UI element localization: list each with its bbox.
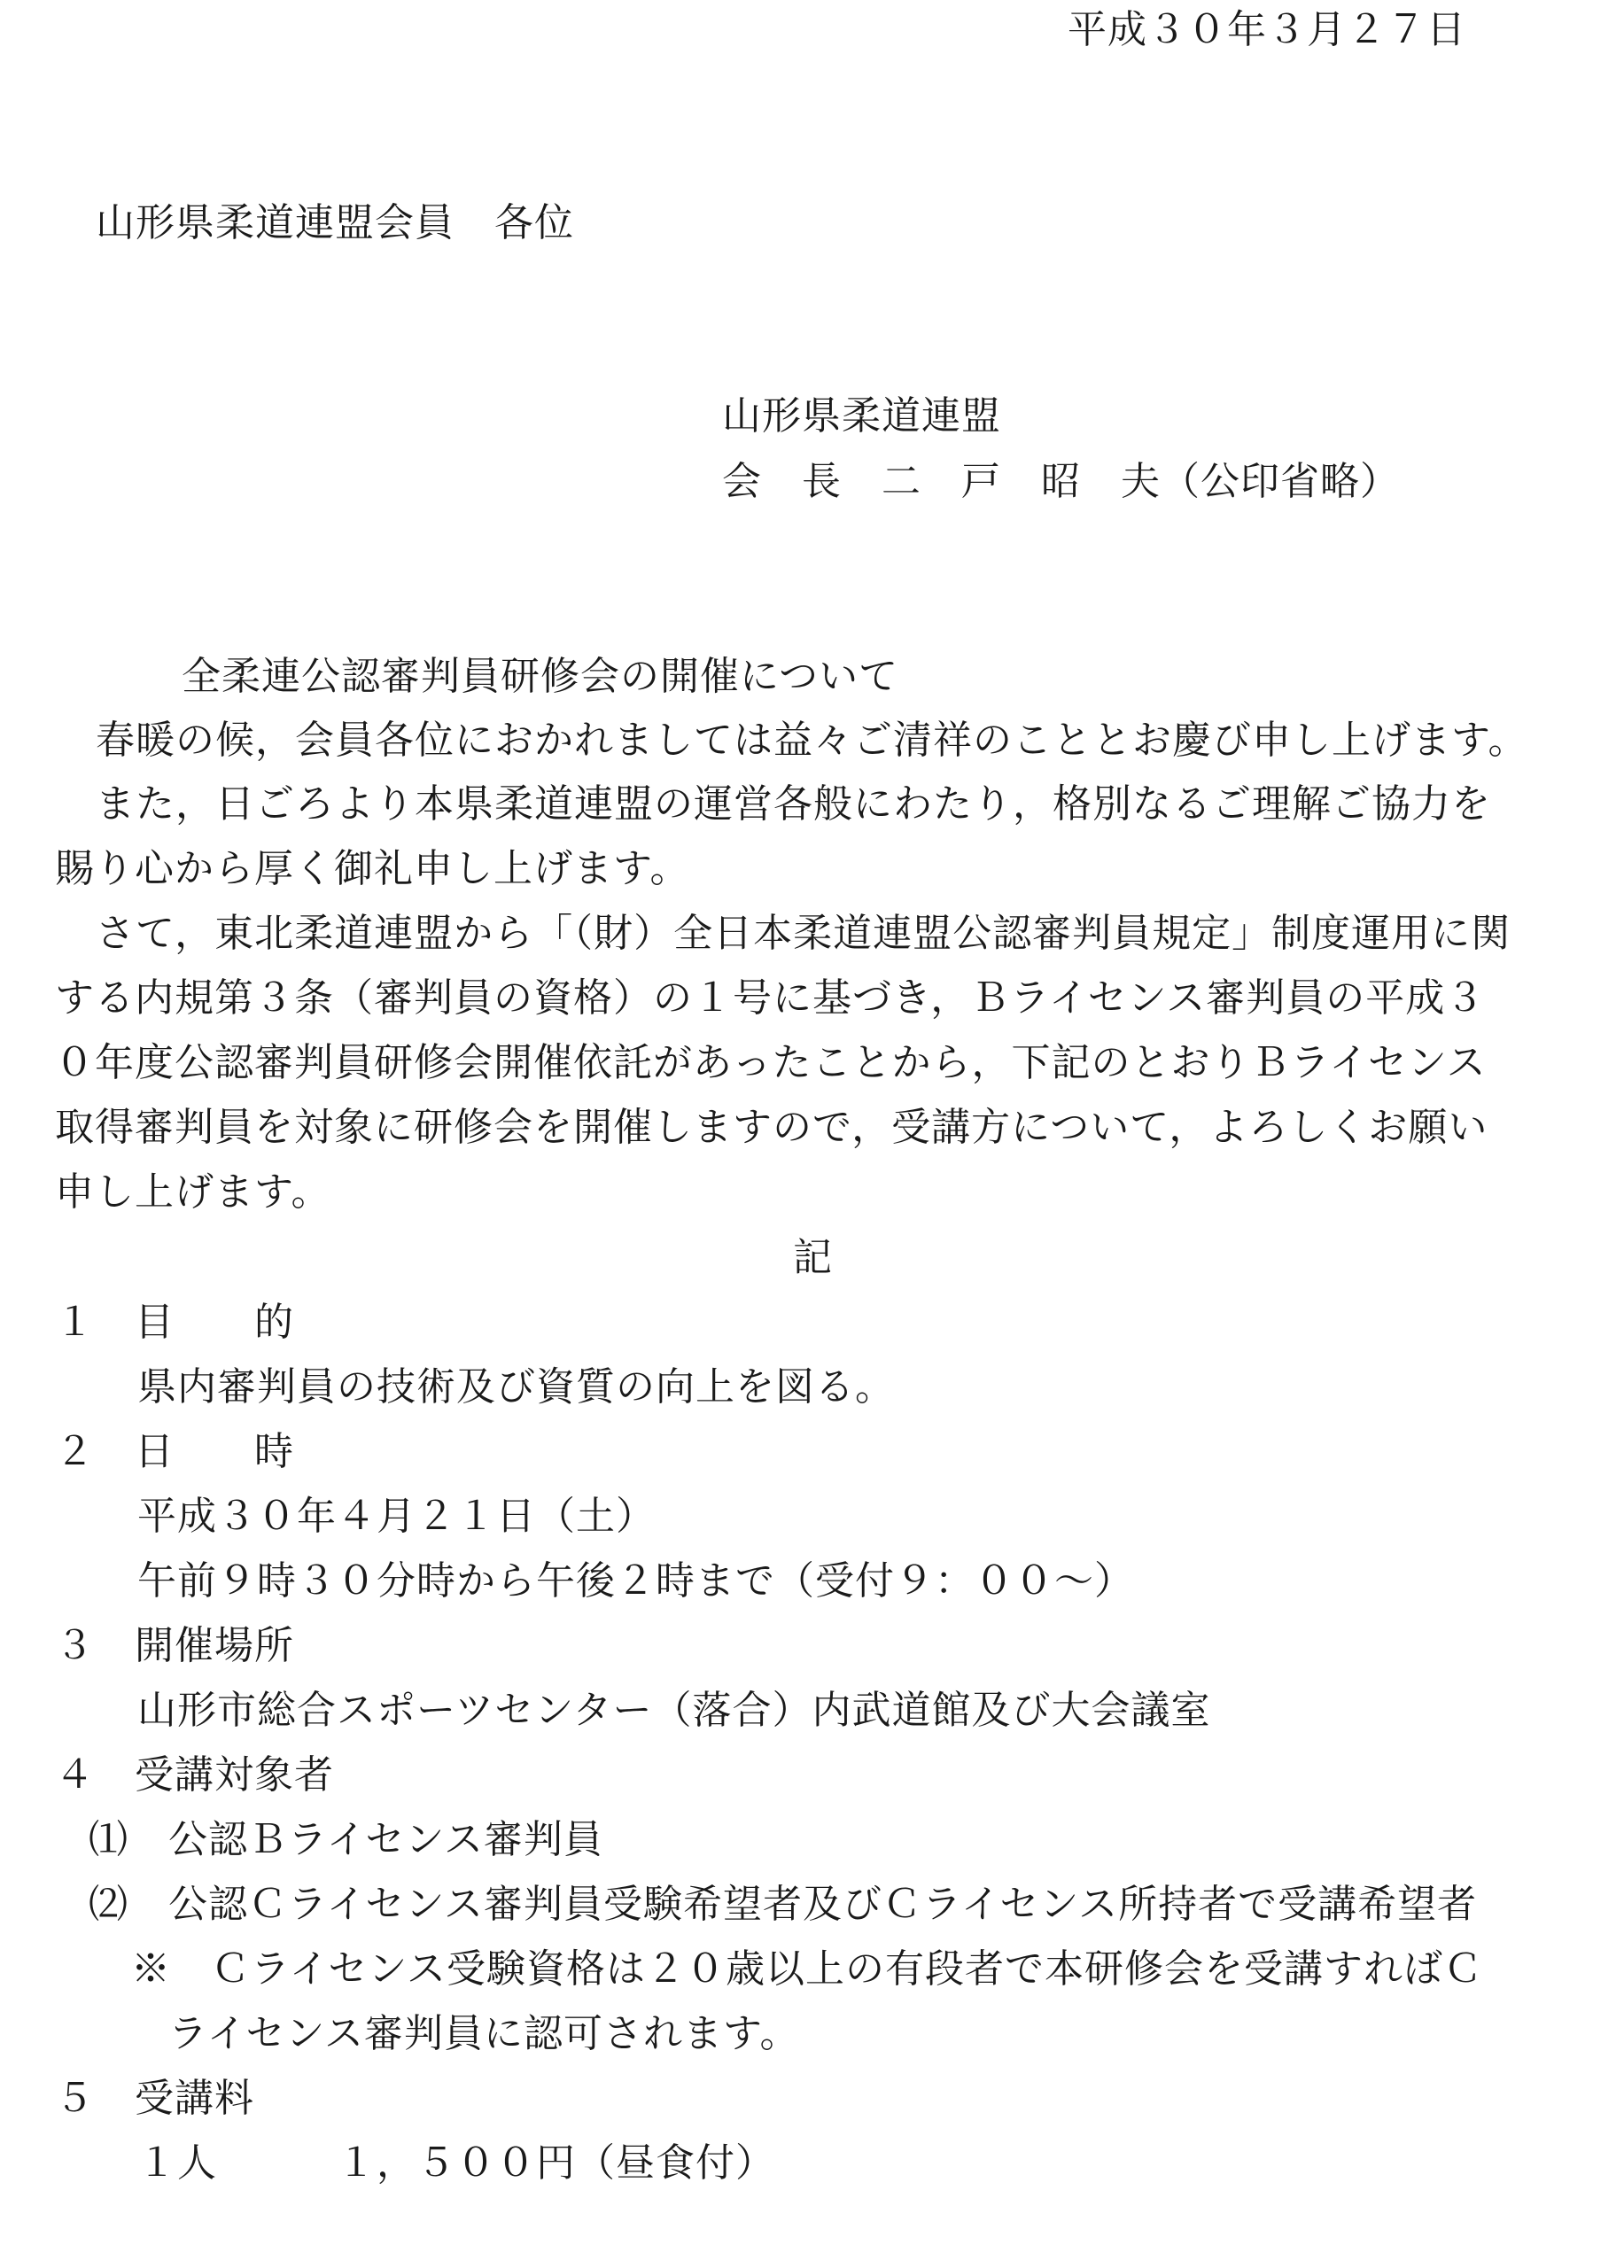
document-title: 全柔連公認審判員研修会の開催について [182,654,899,699]
item-4-heading: ４ 受講対象者 [55,1752,334,1798]
ki-heading: 記 [793,1235,833,1280]
item-4-note-2: ライセンス審判員に認可されます。 [168,2011,800,2056]
body-line-5: する内規第３条（審判員の資格）の１号に基づき，Ｂライセンス審判員の平成３ [55,975,1486,1021]
sender-president: 会 長 二 戸 昭 夫（公印省略） [722,459,1400,504]
item-4-sub-2: ⑵ 公認Ｃライセンス審判員受験希望者及びＣライセンス所持者で受講希望者 [89,1882,1478,1927]
body-line-4: さて，東北柔道連盟から「（財）全日本柔道連盟公認審判員規定」制度運用に関 [96,911,1511,956]
item-5-heading: ５ 受講料 [55,2076,254,2121]
item-4-note-1: ※ Ｃライセンス受験資格は２０歳以上の有段者で本研修会を受講すればＣ [131,1946,1484,1992]
body-line-2: また，日ごろより本県柔道連盟の運営各般にわたり，格別なるご理解ご協力を [96,781,1491,827]
item-2-time: 午前９時３０分時から午後２時まで（受付９：００～） [137,1558,1134,1604]
body-line-7: 取得審判員を対象に研修会を開催しますので，受講方について，よろしくお願い [55,1105,1488,1150]
item-3-heading: ３ 開催場所 [55,1623,294,1668]
item-1-heading: １ 目 的 [55,1300,294,1345]
item-5-content: １人 １，５００円（昼食付） [137,2140,775,2186]
item-1-content: 県内審判員の技術及び資質の向上を図る。 [137,1364,895,1410]
item-2-heading: ２ 日 時 [55,1429,294,1474]
document-date: 平成３０年３月２７日 [1068,7,1466,52]
body-line-3: 賜り心から厚く御礼申し上げます。 [55,846,690,891]
sender-organization: 山形県柔道連盟 [722,393,1001,439]
item-2-date: 平成３０年４月２１日（土） [137,1494,656,1539]
body-line-1: 春暖の候，会員各位におかれましては益々ご清祥のこととお慶び申し上げます。 [96,718,1528,763]
item-4-sub-1: ⑴ 公認Ｂライセンス審判員 [89,1817,604,1862]
item-3-content: 山形市総合スポーツセンター（落合）内武道館及び大会議室 [137,1688,1211,1733]
addressee: 山形県柔道連盟会員 各位 [96,200,574,245]
body-line-8: 申し上げます。 [55,1169,331,1215]
body-line-6: ０年度公認審判員研修会開催依託があったことから，下記のとおりＢライセンス [55,1040,1487,1085]
